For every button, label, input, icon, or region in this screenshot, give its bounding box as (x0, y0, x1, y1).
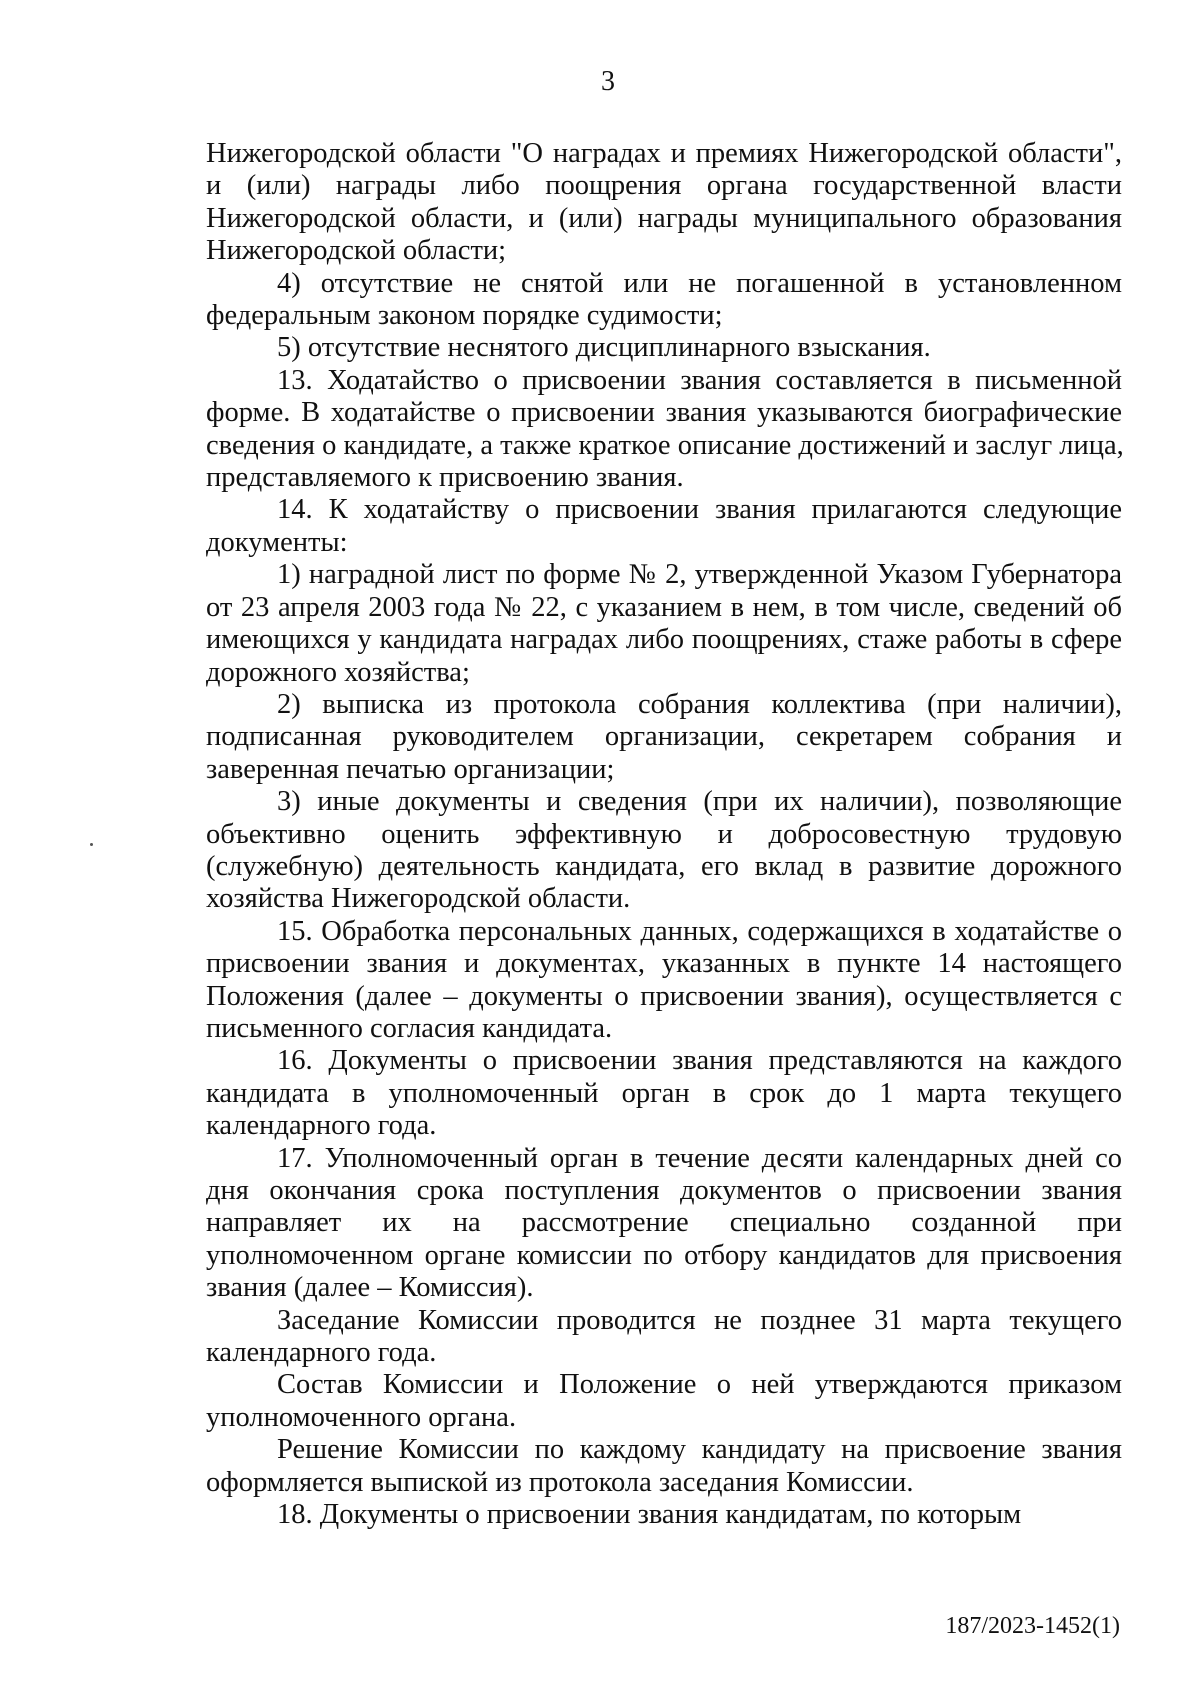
text-line: 14. К ходатайству о присвоении звания прилагаются следующие (277, 494, 1122, 526)
paragraph (206, 365, 1122, 495)
text-line: Состав Комиссии и Положение о ней утверждаются приказом (277, 1369, 1122, 1401)
paragraph (206, 689, 1122, 786)
text-line: сведения о кандидате, а также краткое описание достижений и заслуг лица, (206, 429, 1124, 461)
paragraph (206, 786, 1122, 916)
document-body (206, 138, 1122, 1531)
text-line: звания (далее – Комиссия). (206, 1272, 534, 1304)
text-line: заверенная печатью организации; (206, 753, 615, 785)
paragraph (206, 1305, 1122, 1370)
text-line: 2) выписка из протокола собрания коллектива (при наличии), (277, 688, 1122, 720)
paragraph (206, 1499, 1122, 1531)
text-line: 4) отсутствие не снятой или не погашенной в установленном (277, 267, 1122, 299)
text-line: Нижегородской области, и (или) награды муниципального образования (206, 202, 1122, 234)
text-line: календарного года. (206, 1337, 437, 1369)
text-line: Положения (далее – документы о присвоении звания), осуществляется с (206, 980, 1122, 1012)
document-code: 187/2023-1452(1) (945, 1613, 1120, 1639)
paragraph (206, 916, 1122, 1046)
text-line: и (или) награды либо поощрения органа государственной власти (206, 170, 1122, 202)
paragraph (206, 1045, 1122, 1142)
text-line: 5) отсутствие неснятого дисциплинарного взыскания. (277, 332, 931, 364)
text-line: федеральным законом порядке судимости; (206, 300, 723, 332)
text-line: оформляется выпиской из протокола заседания Комиссии. (206, 1466, 914, 1498)
scan-speck (90, 843, 93, 846)
text-line: Нижегородской области; (206, 235, 507, 267)
text-line: уполномоченного органа. (206, 1401, 517, 1433)
paragraph (206, 494, 1122, 559)
text-line: Заседание Комиссии проводится не позднее 31 марта текущего (277, 1304, 1122, 1336)
paragraph (206, 138, 1122, 268)
text-line: дня окончания срока поступления документов о присвоении звания (206, 1175, 1122, 1206)
text-line: направляет их на рассмотрение специально созданной при (206, 1207, 1122, 1239)
text-line: 1) наградной лист по форме № 2, утвержденной Указом Губернатора (277, 559, 1122, 591)
text-line: письменного согласия кандидата. (206, 1012, 613, 1044)
paragraph (206, 332, 1122, 364)
text-line: 3) иные документы и сведения (при их наличии), позволяющие (277, 786, 1122, 818)
text-line: 13. Ходатайство о присвоении звания составляется в письменной (277, 364, 1122, 396)
text-line: от 23 апреля 2003 года № 22, с указанием в нем, в том числе, сведений об (206, 591, 1122, 623)
paragraph (206, 1143, 1122, 1305)
paragraph (206, 268, 1122, 333)
text-line: 18. Документы о присвоении звания кандидатам, по которым (277, 1499, 1022, 1531)
paragraph (206, 1369, 1122, 1434)
text-line: кандидата в уполномоченный орган в срок до 1 марта текущего (206, 1077, 1122, 1109)
text-line: календарного года. (206, 1110, 437, 1142)
text-line: форме. В ходатайстве о присвоении звания указываются биографические (206, 397, 1122, 429)
text-line: Нижегородской области "О наградах и премиях Нижегородской области", (206, 138, 1122, 169)
text-line: уполномоченном органе комиссии по отбору кандидатов для присвоения (206, 1239, 1122, 1271)
text-line: подписанная руководителем организации, секретарем собрания и (206, 721, 1122, 753)
paragraph (206, 1434, 1122, 1499)
page-number: 3 (601, 66, 615, 97)
text-line: 16. Документы о присвоении звания представляются на каждого (277, 1045, 1122, 1077)
text-line: (служебную) деятельность кандидата, его вклад в развитие дорожного (206, 850, 1122, 882)
text-line: дорожного хозяйства; (206, 656, 470, 688)
text-line: присвоении звания и документах, указанных в пункте 14 настоящего (206, 948, 1122, 980)
text-line: хозяйства Нижегородской области. (206, 883, 631, 915)
text-line: 15. Обработка персональных данных, содержащихся в ходатайстве о (277, 915, 1122, 947)
paragraph (206, 559, 1122, 689)
text-line: объективно оценить эффективную и добросовестную трудовую (206, 818, 1122, 850)
text-line: документы: (206, 526, 348, 558)
text-line: 17. Уполномоченный орган в течение десяти календарных дней со (277, 1142, 1122, 1174)
text-line: представляемого к присвоению звания. (206, 462, 684, 494)
text-line: Решение Комиссии по каждому кандидату на присвоение звания (277, 1434, 1122, 1466)
text-line: имеющихся у кандидата наградах либо поощрениях, стаже работы в сфере (206, 624, 1122, 656)
